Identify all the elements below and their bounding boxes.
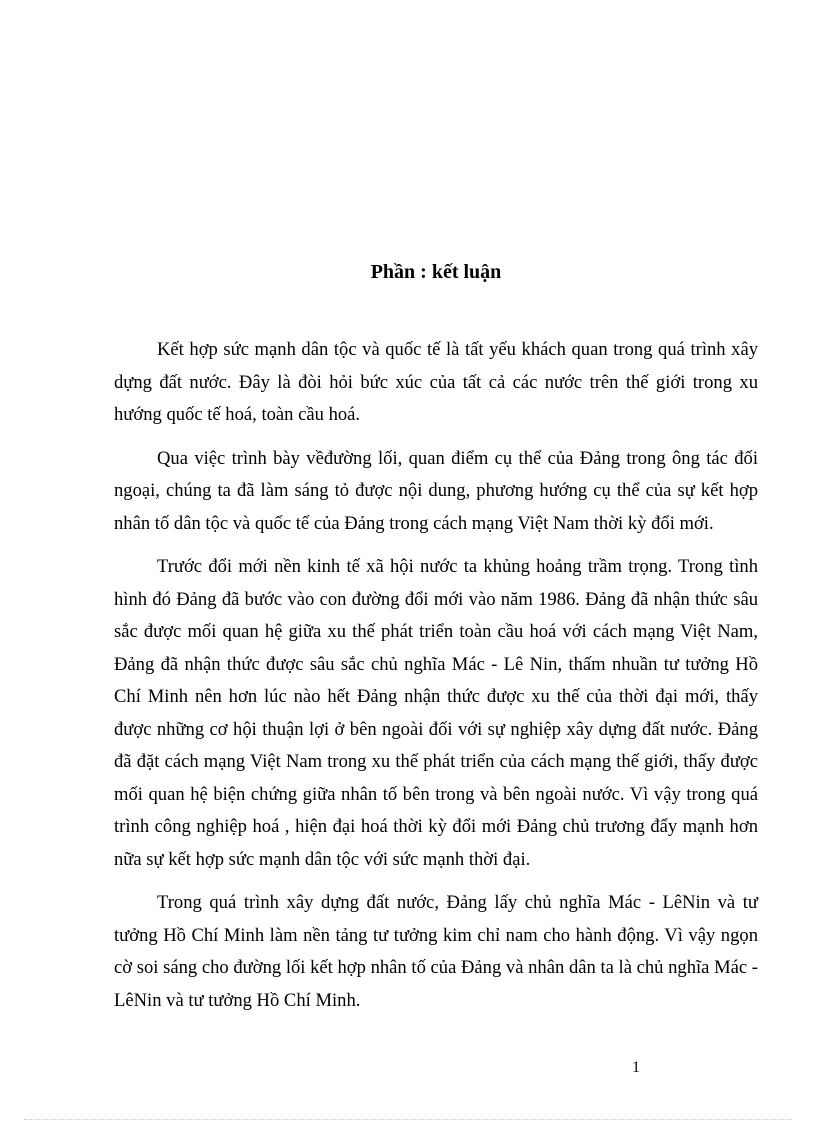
body-text bbox=[114, 334, 758, 1028]
section-title: Phần : kết luận bbox=[370, 261, 502, 283]
paragraph-3: Trước đổi mới nền kinh tế xã hội nước ta khủng hoảng trầm trọng. Trong tình hình đó Đảng đã bước vào con đường đổi mới vào năm 1986. Đảng đã nhận thức sâu sắc được mối quan hệ giữa xu thế phát triển toàn cầu hoá với cách mạng Việt Nam, Đảng đã nhận thức được sâu sắc chủ nghĩa Mác - Lê Nin, thấm nhuần tư tưởng Hồ Chí Minh nên hơn lúc nào hết Đảng nhận thức được xu thế của thời đại mới, thấy được những cơ hội thuận lợi ở bên ngoài đối với sự nghiệp xây dựng đất nước. Đảng đã đặt cách mạng Việt Nam trong xu thế phát triển của cách mạng thế giới, thấy được mối quan hệ biện chứng giữa nhân tố bên trong và bên ngoài nước. Vì vậy trong quá trình công nghiệp hoá , hiện đại hoá thời kỳ đổi mới Đảng chủ trương đẩy mạnh hơn nữa sự kết hợp sức mạnh dân tộc với sức mạnh thời đại. bbox=[114, 556, 758, 870]
paragraph-1: Kết hợp sức mạnh dân tộc và quốc tế là tất yếu khách quan trong quá trình xây dựng đất nước. Đây là đòi hỏi bức xúc của tất cả các nước trên thế giới trong xu hướng quốc tế hoá, toàn cầu hoá. bbox=[114, 339, 758, 425]
paragraph-2: Qua việc trình bày vềđường lối, quan điểm cụ thể của Đảng trong ông tác đối ngoại, chúng ta đã làm sáng tỏ được nội dung, phương hướng cụ thể của sự kết hợp nhân tố dân tộc và quốc tế của Đảng trong cách mạng Việt Nam thời kỳ đổi mới. bbox=[114, 447, 758, 534]
paragraph-4: Trong quá trình xây dựng đất nước, Đảng lấy chủ nghĩa Mác - LêNin và tư tưởng Hồ Chí Minh làm nền tảng tư tưởng kim chỉ nam cho hành động. Vì vậy ngọn cờ soi sáng cho đường lối kết hợp nhân tố của Đảng và nhân dân ta là chủ nghĩa Mác - LêNin và tư tưởng Hồ Chí Minh. bbox=[114, 892, 758, 1011]
page-number: 1 bbox=[632, 1059, 640, 1076]
page-bottom-divider bbox=[24, 1119, 792, 1120]
